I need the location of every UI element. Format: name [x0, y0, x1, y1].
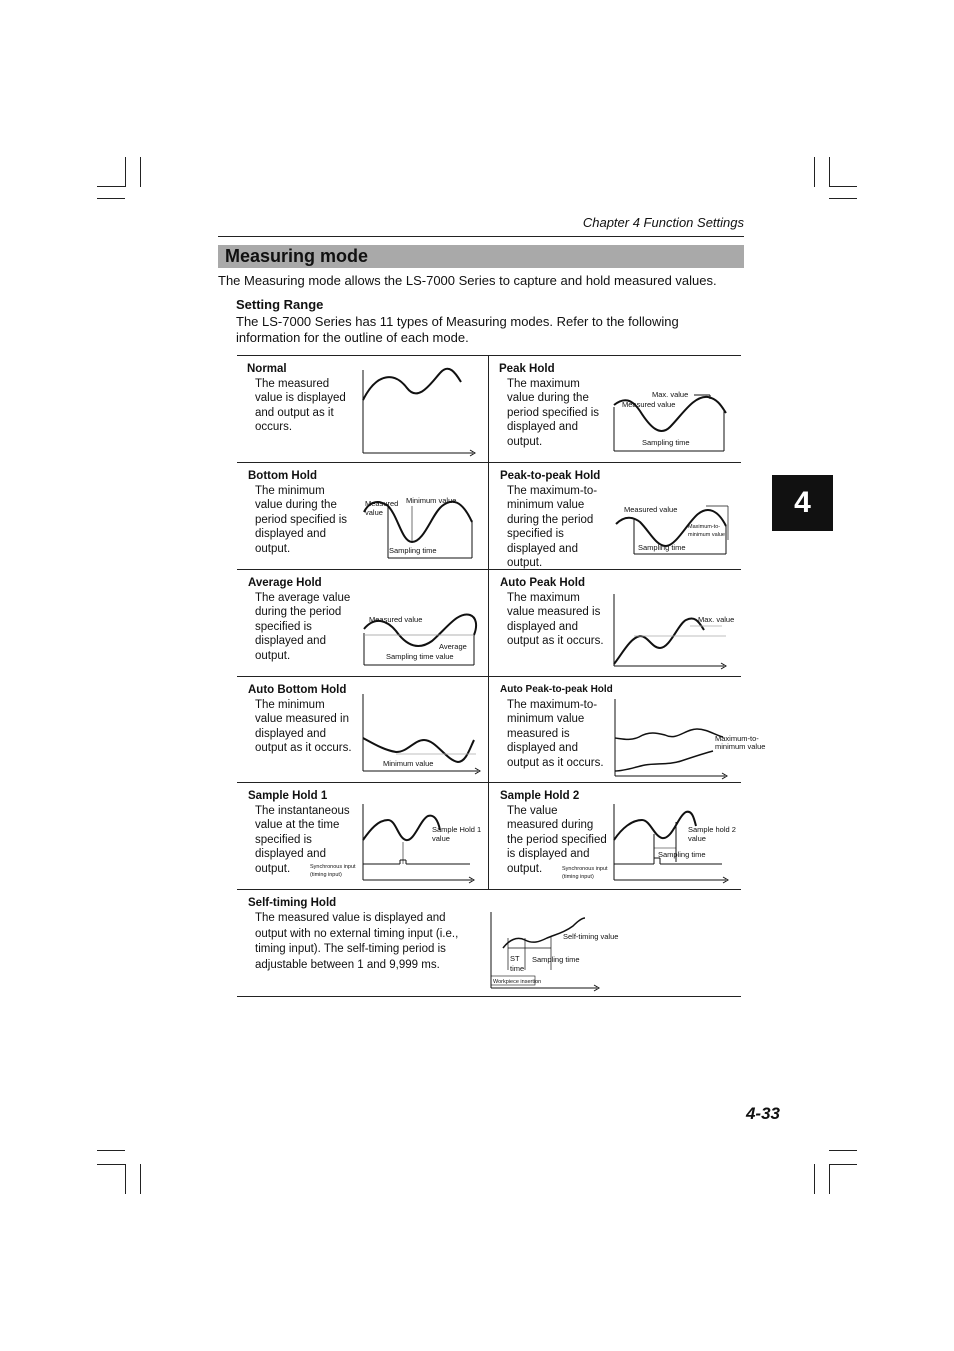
diagram-label: value: [365, 508, 383, 517]
chapter-header: Chapter 4 Function Settings: [582, 215, 744, 230]
normal-diagram: [355, 360, 485, 460]
mode-name: Auto Peak-to-peak Hold: [500, 684, 613, 695]
diagram-label: Sample hold 2: [688, 825, 736, 834]
chapter-tab: 4: [772, 475, 833, 531]
mode-name: Normal: [247, 363, 287, 375]
diagram-label: Maximum-to-: [715, 734, 759, 743]
diagram-label: Sampling time: [389, 546, 437, 555]
peak-to-peak-hold-diagram: [614, 500, 739, 560]
diagram-label: time: [510, 964, 525, 973]
mode-name: Sample Hold 2: [500, 790, 580, 802]
mode-desc: The value measured during the period specified is displayed and output.: [507, 805, 607, 875]
intro-text: The Measuring mode allows the LS-7000 Series to capture and hold measured values.: [218, 273, 717, 288]
diagram-label: Measured value: [369, 615, 423, 624]
peak-hold-diagram: [610, 385, 740, 455]
diagram-label: Measured value: [624, 505, 678, 514]
mode-name: Peak-to-peak Hold: [500, 470, 601, 482]
diagram-label: Sampling time value: [386, 652, 454, 661]
page-number: 4-33: [745, 1104, 780, 1123]
diagram-label: (timing input): [562, 874, 594, 880]
diagram-label: minimum value: [688, 532, 725, 538]
setting-range-heading: Setting Range: [236, 297, 324, 312]
mode-desc: The measured value is displayed and output as it occurs.: [255, 378, 346, 434]
mode-desc: The maximum-to-minimum value measured is displayed and output as it occurs.: [507, 699, 604, 769]
bottom-hold-diagram: [362, 492, 487, 562]
page-title: Measuring mode: [225, 246, 369, 266]
diagram-label: Minimum value: [383, 759, 434, 768]
diagram-label: Measured value: [622, 400, 676, 409]
diagram-label: Synchronous input: [310, 864, 356, 870]
mode-name: Average Hold: [248, 577, 322, 589]
mode-desc: The maximum value measured is displayed and output as it occurs.: [507, 592, 604, 648]
diagram-label: Max. value: [698, 615, 735, 624]
diagram-label: Synchronous input: [562, 866, 608, 872]
diagram-label: Self-timing value: [563, 932, 619, 941]
diagram-label: Sampling time: [658, 850, 706, 859]
diagram-label: (timing input): [310, 872, 342, 878]
diagram-label: Maximum-to-: [688, 524, 721, 530]
mode-desc: The minimum value during the period specified is displayed and output.: [255, 485, 348, 555]
diagram-label: Sampling time: [532, 955, 580, 964]
mode-name: Bottom Hold: [248, 470, 317, 482]
diagram-label: Sampling time: [642, 438, 690, 447]
diagram-label: value: [432, 834, 450, 843]
mode-name: Sample Hold 1: [248, 790, 328, 802]
diagram-label: Average: [439, 642, 467, 651]
header-rule: [218, 236, 744, 237]
diagram-label: Workpiece insertion: [493, 979, 542, 985]
auto-peak-hold-diagram: [608, 590, 738, 670]
diagram-label: Minimum value: [406, 496, 457, 505]
mode-name: Auto Peak Hold: [500, 577, 585, 589]
diagram-label: Sample Hold 1: [432, 825, 482, 834]
mode-desc: The maximum value during the period specified is displayed and output.: [507, 378, 600, 448]
diagram-label: Sampling time: [638, 543, 686, 552]
auto-peak-to-peak-hold-diagram: [609, 695, 766, 780]
mode-name: Peak Hold: [499, 363, 555, 375]
mode-desc: The maximum-to-minimum value during the period specified is displayed and output.: [507, 485, 598, 570]
mode-desc: The measured value is displayed and output with no external timing input (i.e., timing input). The self-timing period is adjustable between 1 and 9,999 ms.: [255, 912, 459, 971]
mode-name: Auto Bottom Hold: [248, 684, 347, 696]
mode-desc: The instantaneous value at the time specified is displayed and output.: [255, 805, 350, 875]
diagram-label: Max. value: [652, 390, 689, 399]
diagram-label: value: [688, 834, 706, 843]
diagram-label: minimum value: [715, 742, 766, 751]
mode-desc: The average value during the period specified is displayed and output.: [255, 592, 351, 662]
diagram-label: Measured: [365, 499, 399, 508]
sample-hold-2-diagram: [562, 800, 742, 885]
mode-desc: The minimum value measured in displayed and output as it occurs.: [255, 699, 352, 755]
mode-name: Self-timing Hold: [248, 897, 337, 909]
average-hold-diagram: [362, 605, 487, 670]
setting-range-text: The LS-7000 Series has 11 types of Measuring modes. Refer to the following information for the outline of each mode.: [236, 314, 679, 345]
self-timing-hold-diagram: [485, 908, 619, 993]
sample-hold-1-diagram: [310, 800, 490, 885]
title-bar: [218, 245, 744, 268]
diagram-label: ST: [510, 954, 520, 963]
auto-bottom-hold-diagram: [356, 690, 486, 775]
